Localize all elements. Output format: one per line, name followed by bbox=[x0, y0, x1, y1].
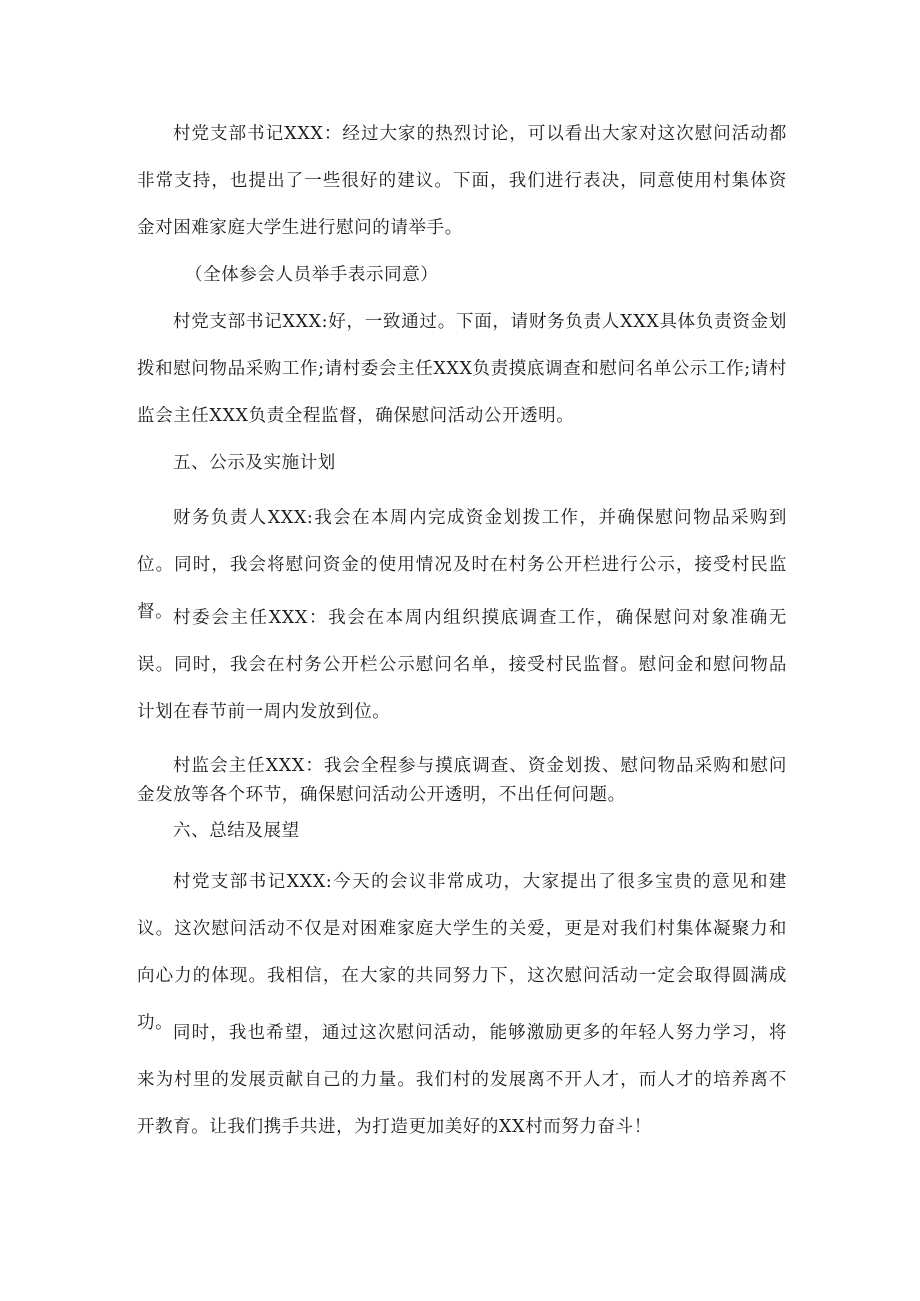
paragraph-text: 村监会主任XXX：我会全程参与摸底调查、资金划拨、慰问物品采购和慰问金发放等各个环节，确保慰问活动公开透明，不出任何问题。 bbox=[137, 756, 787, 805]
paragraph-text: 村委会主任XXX：我会在本周内组织摸底调查工作，确保慰问对象准确无误。同时，我会在村务公开栏公示慰问名单，接受村民监督。慰问金和慰问物品计划在春节前一周内发放到位。 bbox=[137, 608, 787, 722]
paragraph-all-agree bbox=[137, 252, 787, 299]
paragraph-committee bbox=[137, 595, 787, 736]
heading-summary bbox=[137, 808, 787, 855]
section-heading: 五、公示及实施计划 bbox=[173, 453, 336, 473]
paragraph-supervision bbox=[137, 752, 787, 810]
paragraph-text: （全体参会人员举手表示同意） bbox=[185, 265, 439, 285]
paragraph-text: 村党支部书记XXX:好，一致通过。下面，请财务负责人XXX具体负责资金划拨和慰问物品采购工作;请村委会主任XXX负责摸底调查和慰问名单公示工作;请村监会主任XXX负责全程监督，确保慰问活动公开透明。 bbox=[137, 312, 787, 426]
paragraph-text: 村党支部书记XXX：经过大家的热烈讨论，可以看出大家对这次慰问活动都非常支持，也提出了一些很好的建议。下面，我们进行表决，同意使用村集体资金对困难家庭大学生进行慰问的请举手。 bbox=[137, 124, 787, 238]
paragraph-secretary-assign bbox=[137, 299, 787, 440]
heading-publicity-plan bbox=[137, 440, 787, 487]
paragraph-hope bbox=[137, 1010, 787, 1151]
paragraph-text: 村党支部书记XXX:今天的会议非常成功，大家提出了很多宝贵的意见和建议。这次慰问活动不仅是对困难家庭大学生的关爱，更是对我们村集体凝聚力和向心力的体现。我相信，在大家的共同努力下，这次慰问活动一定会取得圆满成功。 bbox=[137, 872, 787, 1033]
section-heading: 六、总结及展望 bbox=[173, 821, 300, 841]
paragraph-text: 财务负责人XXX:我会在本周内完成资金划拨工作，并确保慰问物品采购到位。同时，我会将慰问资金的使用情况及时在村务公开栏进行公示，接受村民监督。 bbox=[137, 508, 787, 622]
paragraph-secretary-vote bbox=[137, 111, 787, 252]
paragraph-text: 同时，我也希望，通过这次慰问活动，能够激励更多的年轻人努力学习，将来为村里的发展贡献自己的力量。我们村的发展离不开人才，而人才的培养离不开教育。让我们携手共进，为打造更加美好的XX村而努力奋斗！ bbox=[137, 1023, 787, 1137]
